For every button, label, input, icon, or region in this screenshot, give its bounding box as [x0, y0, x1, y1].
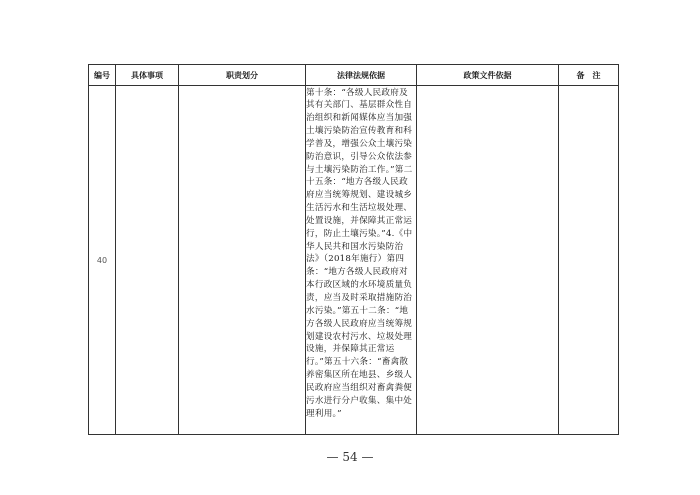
header-number: 编号 — [89, 65, 116, 86]
table-header-row — [89, 65, 619, 86]
row-number: 40 — [89, 86, 116, 435]
table-row — [89, 86, 619, 435]
row-legal-basis-cell — [306, 86, 417, 435]
row-item-cell — [116, 86, 179, 435]
page-number: — 54 — — [326, 450, 374, 464]
header-legal-basis: 法律法规依据 — [306, 65, 417, 86]
legal-basis-text: 第十条：“各级人民政府及其有关部门、基层群众性自治组织和新闻媒体应当加强土壤污染防治宣传教育和科学普及，增强公众土壤污染防治意识，引导公众依法参与土壤污染防治工作。”第二十五条：“地方各级人民政府应当统筹规划、建设城乡生活污水和生活垃圾处理、处置设施，并保障其正常运行，防止土壤污染。”4.《中华人民共和国水污染防治法》（2018年施行）第四条：“地方各级人民政府对本行政区域的水环境质量负责，应当及时采取措施防治水污染。”第五十二条：“地方各级人民政府应当统筹规划建设农村污水、垃圾处理设施，并保障其正常运行。”第五十六条：“畜禽散养密集区所在地县、乡级人民政府应当组织对畜禽粪便污水进行分户收集、集中处理利用。” — [306, 87, 413, 419]
row-remarks-cell — [559, 86, 619, 435]
responsibility-table — [88, 64, 619, 435]
row-policy-basis-cell — [417, 86, 559, 435]
header-item: 具体事项 — [116, 65, 179, 86]
row-responsibility-cell — [179, 86, 306, 435]
header-remarks: 备 注 — [559, 65, 619, 86]
header-responsibility: 职责划分 — [179, 65, 306, 86]
header-policy-basis: 政策文件依据 — [417, 65, 559, 86]
